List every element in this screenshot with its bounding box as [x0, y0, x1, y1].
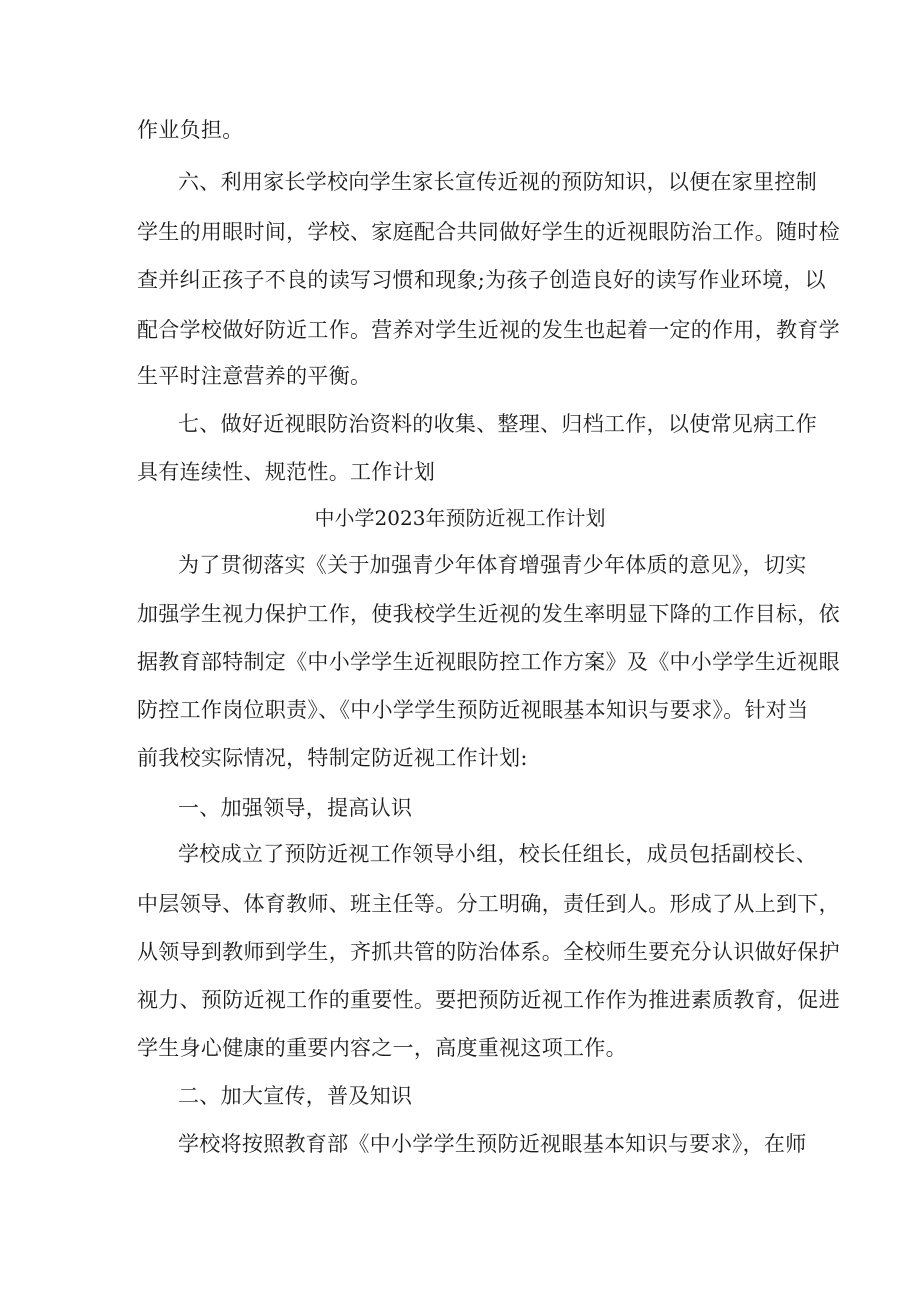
paragraph-line: 中层领导、体育教师、班主任等。分工明确，责任到人。形成了从上到下，	[137, 892, 840, 916]
paragraph-line: 据教育部特制定《中小学学生近视眼防控工作方案》及《中小学学生近视眼	[137, 650, 840, 674]
paragraph-line: 作业负担。	[137, 118, 244, 142]
section-heading: 二、加大宣传，普及知识	[178, 1084, 413, 1108]
paragraph-line: 从领导到教师到学生，齐抓共管的防治体系。全校师生要充分认识做好保护	[137, 940, 840, 964]
paragraph-line: 前我校实际情况，特制定防近视工作计划:	[137, 746, 528, 770]
paragraph-line: 六、利用家长学校向学生家长宣传近视的预防知识，以便在家里控制	[178, 170, 817, 194]
paragraph-line: 学校将按照教育部《中小学学生预防近视眼基本知识与要求》，在师	[178, 1132, 807, 1156]
paragraph-line: 生平时注意营养的平衡。	[137, 364, 372, 388]
paragraph-line: 学生身心健康的重要内容之一，高度重视这项工作。	[137, 1036, 627, 1060]
paragraph-line: 学生的用眼时间，学校、家庭配合共同做好学生的近视眼防治工作。随时检	[137, 220, 840, 244]
section-heading: 一、加强领导，提高认识	[178, 796, 413, 820]
paragraph-line: 加强学生视力保护工作，使我校学生近视的发生率明显下降的工作目标，依	[137, 602, 840, 626]
paragraph-line: 查并纠正孩子不良的读写习惯和现象;为孩子创造良好的读写作业环境，以	[137, 268, 826, 292]
document-title: 中小学2023年预防近视工作计划	[314, 506, 606, 530]
paragraph-line: 配合学校做好防近工作。营养对学生近视的发生也起着一定的作用，教育学	[137, 318, 840, 342]
paragraph-line: 七、做好近视眼防治资料的收集、整理、归档工作，以使常见病工作	[178, 412, 817, 436]
paragraph-line: 学校成立了预防近视工作领导小组，校长任组长，成员包括副校长、	[178, 842, 817, 866]
paragraph-line: 为了贯彻落实《关于加强青少年体育增强青少年体质的意见》，切实	[178, 553, 807, 577]
paragraph-line: 防控工作岗位职责》、《中小学学生预防近视眼基本知识与要求》。针对当	[137, 698, 809, 722]
paragraph-line: 视力、预防近视工作的重要性。要把预防近视工作作为推进素质教育，促进	[137, 988, 840, 1012]
paragraph-line: 具有连续性、规范性。工作计划	[137, 460, 436, 484]
